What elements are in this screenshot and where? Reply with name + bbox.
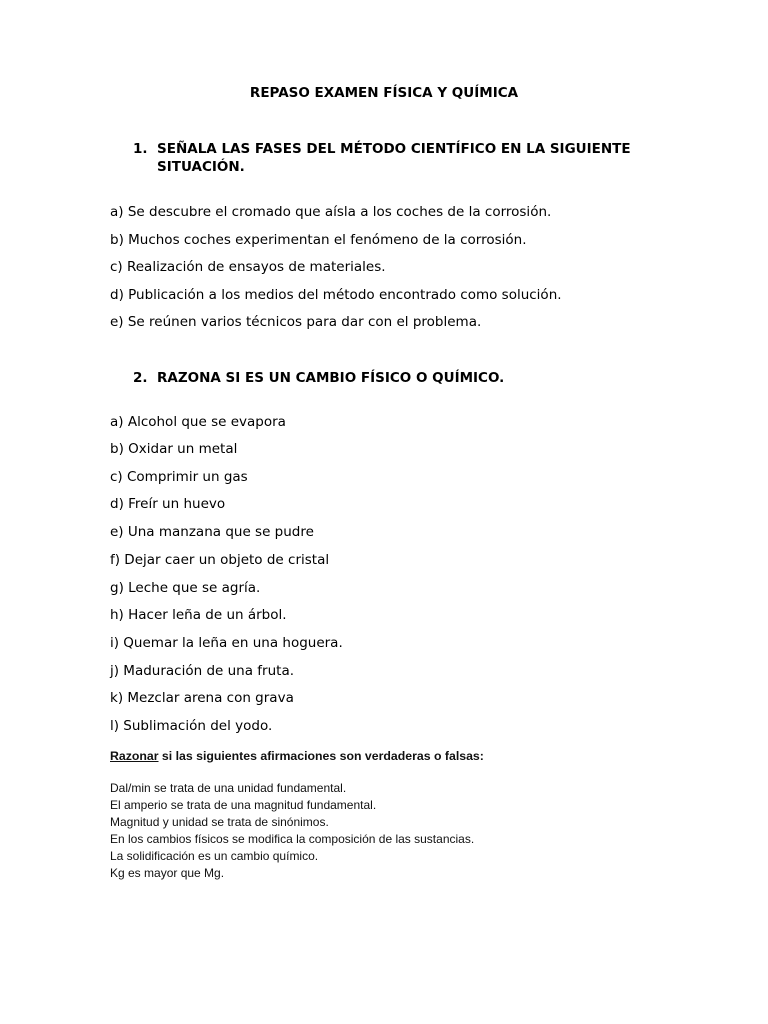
question-3-item: La solidificación es un cambio químico. bbox=[110, 849, 319, 863]
question-3-item: Dal/min se trata de una unidad fundamental. bbox=[110, 781, 347, 795]
question-1-item-b: b) Muchos coches experimentan el fenómeno de la corrosión. bbox=[110, 232, 527, 248]
question-2-item-e: e) Una manzana que se pudre bbox=[110, 524, 314, 540]
question-1-heading bbox=[133, 140, 693, 176]
question-3-block bbox=[110, 748, 530, 882]
question-2-item-f: f) Dejar caer un objeto de cristal bbox=[110, 552, 330, 568]
question-3-item: El amperio se trata de una magnitud fundamental. bbox=[110, 798, 377, 812]
question-2-heading bbox=[133, 369, 693, 387]
document-title: REPASO EXAMEN FÍSICA Y QUÍMICA bbox=[249, 85, 519, 101]
question-2-item-b: b) Oxidar un metal bbox=[110, 441, 238, 457]
question-3-item: En los cambios físicos se modifica la composición de las sustancias. bbox=[110, 832, 475, 846]
question-2-item-j: j) Maduración de una fruta. bbox=[110, 663, 295, 679]
question-3-heading bbox=[110, 748, 530, 764]
question-3-heading-underlined: Razonar bbox=[110, 749, 159, 763]
question-3-heading-rest: si las siguientes afirmaciones son verdaderas o falsas: bbox=[158, 749, 484, 763]
question-1-number: 1. bbox=[133, 141, 148, 157]
question-1-item-e: e) Se reúnen varios técnicos para dar con el problema. bbox=[110, 314, 482, 330]
question-2-number: 2. bbox=[133, 370, 148, 386]
question-2-item-a: a) Alcohol que se evapora bbox=[110, 414, 286, 430]
question-1-item-d: d) Publicación a los medios del método encontrado como solución. bbox=[110, 287, 562, 303]
question-2-item-l: l) Sublimación del yodo. bbox=[110, 718, 273, 734]
question-3-item: Magnitud y unidad se trata de sinónimos. bbox=[110, 815, 329, 829]
question-2-item-g: g) Leche que se agría. bbox=[110, 580, 261, 596]
question-2-item-i: i) Quemar la leña en una hoguera. bbox=[110, 635, 343, 651]
question-2-item-c: c) Comprimir un gas bbox=[110, 469, 248, 485]
question-2-item-d: d) Freír un huevo bbox=[110, 496, 226, 512]
question-3-item: Kg es mayor que Mg. bbox=[110, 866, 225, 880]
question-1-text: SEÑALA LAS FASES DEL MÉTODO CIENTÍFICO EN LA SIGUIENTE SITUACIÓN. bbox=[157, 141, 631, 175]
question-1-item-c: c) Realización de ensayos de materiales. bbox=[110, 259, 386, 275]
question-1-item-a: a) Se descubre el cromado que aísla a los coches de la corrosión. bbox=[110, 204, 552, 220]
question-2-item-h: h) Hacer leña de un árbol. bbox=[110, 607, 287, 623]
question-2-text: RAZONA SI ES UN CAMBIO FÍSICO O QUÍMICO. bbox=[157, 370, 505, 386]
question-2-item-k: k) Mezclar arena con grava bbox=[110, 690, 294, 706]
